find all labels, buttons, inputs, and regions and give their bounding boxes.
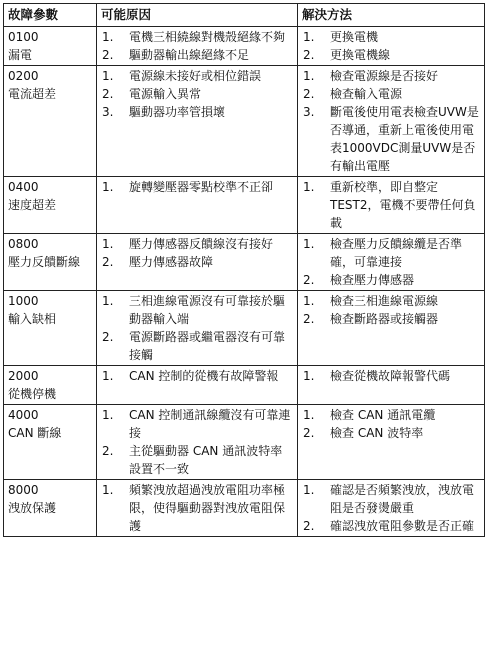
header-cause: 可能原因 — [97, 4, 298, 27]
cause-text: 壓力傳感器反饋線沒有接好 — [129, 237, 274, 251]
list-number: 2. — [102, 444, 114, 458]
solution-item — [302, 367, 480, 385]
solution-text: 檢查 CAN 通訊電纜 — [330, 408, 436, 422]
cause-text: 旋轉變壓器零點校準不正卻 — [129, 180, 274, 194]
fault-name: 壓力反饋斷線 — [8, 255, 81, 269]
solution-item — [302, 178, 480, 232]
solution-text: 檢查壓力傳感器 — [330, 273, 415, 287]
solution-list — [302, 481, 480, 535]
list-number: 1. — [303, 294, 315, 308]
cause-cell — [97, 366, 298, 405]
solution-text: 斷電後使用電表檢查UVW是否導通，重新上電後使用電表1000VDC測量UVW是否有輸出電壓 — [330, 105, 479, 173]
solution-cell — [298, 366, 485, 405]
cause-item — [101, 367, 293, 385]
fault-param-cell — [4, 27, 97, 66]
list-number: 3. — [102, 105, 114, 119]
solution-cell — [298, 177, 485, 234]
fault-code: 0400 — [8, 180, 39, 194]
cause-item — [101, 28, 293, 46]
cause-list — [101, 28, 293, 64]
cause-list — [101, 235, 293, 271]
cause-text: 驅動器輸出線絕緣不足 — [129, 48, 250, 62]
solution-cell — [298, 66, 485, 177]
fault-name: 洩放保護 — [8, 501, 57, 515]
solution-text: 檢查從機故障報警代碼 — [330, 369, 451, 383]
solution-item — [302, 310, 480, 328]
table-row — [4, 234, 485, 291]
list-number: 1. — [303, 237, 315, 251]
solution-list — [302, 28, 480, 64]
solution-cell — [298, 27, 485, 66]
solution-text: 確認洩放電阻參數是否正確 — [330, 519, 475, 533]
fault-param-cell — [4, 405, 97, 480]
cause-item — [101, 46, 293, 64]
cause-text: 壓力傳感器故障 — [129, 255, 214, 269]
fault-param-cell — [4, 234, 97, 291]
fault-name: 速度超差 — [8, 198, 57, 212]
list-number: 3. — [303, 105, 315, 119]
fault-name: 輸入缺相 — [8, 312, 57, 326]
table-row — [4, 66, 485, 177]
solution-item — [302, 85, 480, 103]
list-number: 1. — [102, 294, 114, 308]
table-row — [4, 366, 485, 405]
cause-item — [101, 406, 293, 442]
cause-item — [101, 103, 293, 121]
list-number: 2. — [102, 255, 114, 269]
solution-cell — [298, 234, 485, 291]
fault-code: 8000 — [8, 483, 39, 497]
solution-item — [302, 481, 480, 517]
cause-item — [101, 235, 293, 253]
fault-name: 漏電 — [8, 48, 33, 62]
list-number: 2. — [102, 87, 114, 101]
solution-list — [302, 292, 480, 328]
cause-cell — [97, 291, 298, 366]
list-number: 1. — [102, 483, 114, 497]
cause-item — [101, 67, 293, 85]
fault-param-cell — [4, 366, 97, 405]
list-number: 1. — [303, 483, 315, 497]
solution-cell — [298, 291, 485, 366]
solution-text: 檢查電源線是否接好 — [330, 69, 439, 83]
fault-code: 2000 — [8, 369, 39, 383]
fault-code: 0800 — [8, 237, 39, 251]
list-number: 2. — [303, 273, 315, 287]
solution-text: 檢查 CAN 波特率 — [330, 426, 424, 440]
solution-item — [302, 28, 480, 46]
solution-text: 檢查輸入電源 — [330, 87, 403, 101]
cause-text: 頻繁洩放超過洩放電阻功率極限，使得驅動器對洩放電阻保護 — [129, 483, 286, 533]
solution-item — [302, 271, 480, 289]
list-number: 2. — [102, 330, 114, 344]
solution-list — [302, 67, 480, 175]
cause-cell — [97, 234, 298, 291]
fault-param-cell — [4, 177, 97, 234]
list-number: 1. — [303, 69, 315, 83]
fault-name: CAN 斷線 — [8, 426, 62, 440]
cause-text: CAN 控制的從機有故障警報 — [129, 369, 279, 383]
table-row — [4, 291, 485, 366]
list-number: 1. — [102, 369, 114, 383]
fault-code: 0100 — [8, 30, 39, 44]
fault-code: 0200 — [8, 69, 39, 83]
fault-name: 電流超差 — [8, 87, 57, 101]
fault-param-cell — [4, 480, 97, 537]
solution-item — [302, 103, 480, 175]
fault-param-cell — [4, 291, 97, 366]
list-number: 1. — [102, 237, 114, 251]
cause-list — [101, 481, 293, 535]
cause-list — [101, 367, 293, 385]
solution-list — [302, 367, 480, 385]
list-number: 2. — [303, 312, 315, 326]
cause-cell — [97, 177, 298, 234]
solution-text: 檢查壓力反饋線纜是否準確，可靠連接 — [330, 237, 463, 269]
cause-item — [101, 178, 293, 196]
solution-item — [302, 292, 480, 310]
list-number: 2. — [102, 48, 114, 62]
cause-text: 電源線未接好或相位錯誤 — [129, 69, 262, 83]
cause-text: 電源輸入異常 — [129, 87, 202, 101]
header-param: 故障參數 — [4, 4, 97, 27]
list-number: 1. — [102, 30, 114, 44]
solution-text: 確認是否頻繁洩放，洩放電阻是否發燙嚴重 — [330, 483, 475, 515]
cause-list — [101, 292, 293, 364]
list-number: 2. — [303, 48, 315, 62]
cause-item — [101, 442, 293, 478]
fault-table — [3, 3, 485, 537]
list-number: 1. — [102, 408, 114, 422]
table-row — [4, 27, 485, 66]
cause-text: 電機三相繞線對機殼絕緣不夠 — [129, 30, 286, 44]
fault-code: 1000 — [8, 294, 39, 308]
solution-text: 更換電機 — [330, 30, 379, 44]
cause-list — [101, 67, 293, 121]
solution-cell — [298, 405, 485, 480]
solution-cell — [298, 480, 485, 537]
header-solution: 解決方法 — [298, 4, 485, 27]
list-number: 2. — [303, 426, 315, 440]
solution-item — [302, 424, 480, 442]
cause-cell — [97, 480, 298, 537]
cause-item — [101, 253, 293, 271]
table-row — [4, 405, 485, 480]
cause-text: 驅動器功率管損壞 — [129, 105, 226, 119]
solution-item — [302, 235, 480, 271]
fault-code: 4000 — [8, 408, 39, 422]
cause-item — [101, 328, 293, 364]
cause-cell — [97, 27, 298, 66]
list-number: 2. — [303, 87, 315, 101]
solution-text: 檢查三相進線電源線 — [330, 294, 439, 308]
solution-text: 更換電機線 — [330, 48, 391, 62]
list-number: 1. — [303, 408, 315, 422]
fault-param-cell — [4, 66, 97, 177]
cause-text: 主從驅動器 CAN 通訊波特率設置不一致 — [129, 444, 283, 476]
list-number: 1. — [303, 30, 315, 44]
solution-item — [302, 406, 480, 424]
solution-list — [302, 178, 480, 232]
list-number: 1. — [102, 69, 114, 83]
cause-list — [101, 406, 293, 478]
header-row — [4, 4, 485, 27]
cause-cell — [97, 66, 298, 177]
cause-text: CAN 控制通訊線纜沒有可靠連接 — [129, 408, 291, 440]
solution-item — [302, 517, 480, 535]
cause-cell — [97, 405, 298, 480]
cause-list — [101, 178, 293, 196]
table-body — [4, 27, 485, 537]
list-number: 1. — [303, 369, 315, 383]
solution-list — [302, 406, 480, 442]
cause-text: 三相進線電源沒有可靠接於驅動器輸入端 — [129, 294, 286, 326]
solution-item — [302, 46, 480, 64]
list-number: 1. — [303, 180, 315, 194]
list-number: 1. — [102, 180, 114, 194]
solution-item — [302, 67, 480, 85]
cause-text: 電源斷路器或繼電器沒有可靠接觸 — [129, 330, 286, 362]
cause-item — [101, 481, 293, 535]
fault-name: 從機停機 — [8, 387, 57, 401]
solution-list — [302, 235, 480, 289]
solution-text: 檢查斷路器或接觸器 — [330, 312, 439, 326]
table-row — [4, 480, 485, 537]
list-number: 2. — [303, 519, 315, 533]
table-row — [4, 177, 485, 234]
solution-text: 重新校準，即自整定TEST2，電機不要帶任何負載 — [330, 180, 476, 230]
cause-item — [101, 292, 293, 328]
cause-item — [101, 85, 293, 103]
